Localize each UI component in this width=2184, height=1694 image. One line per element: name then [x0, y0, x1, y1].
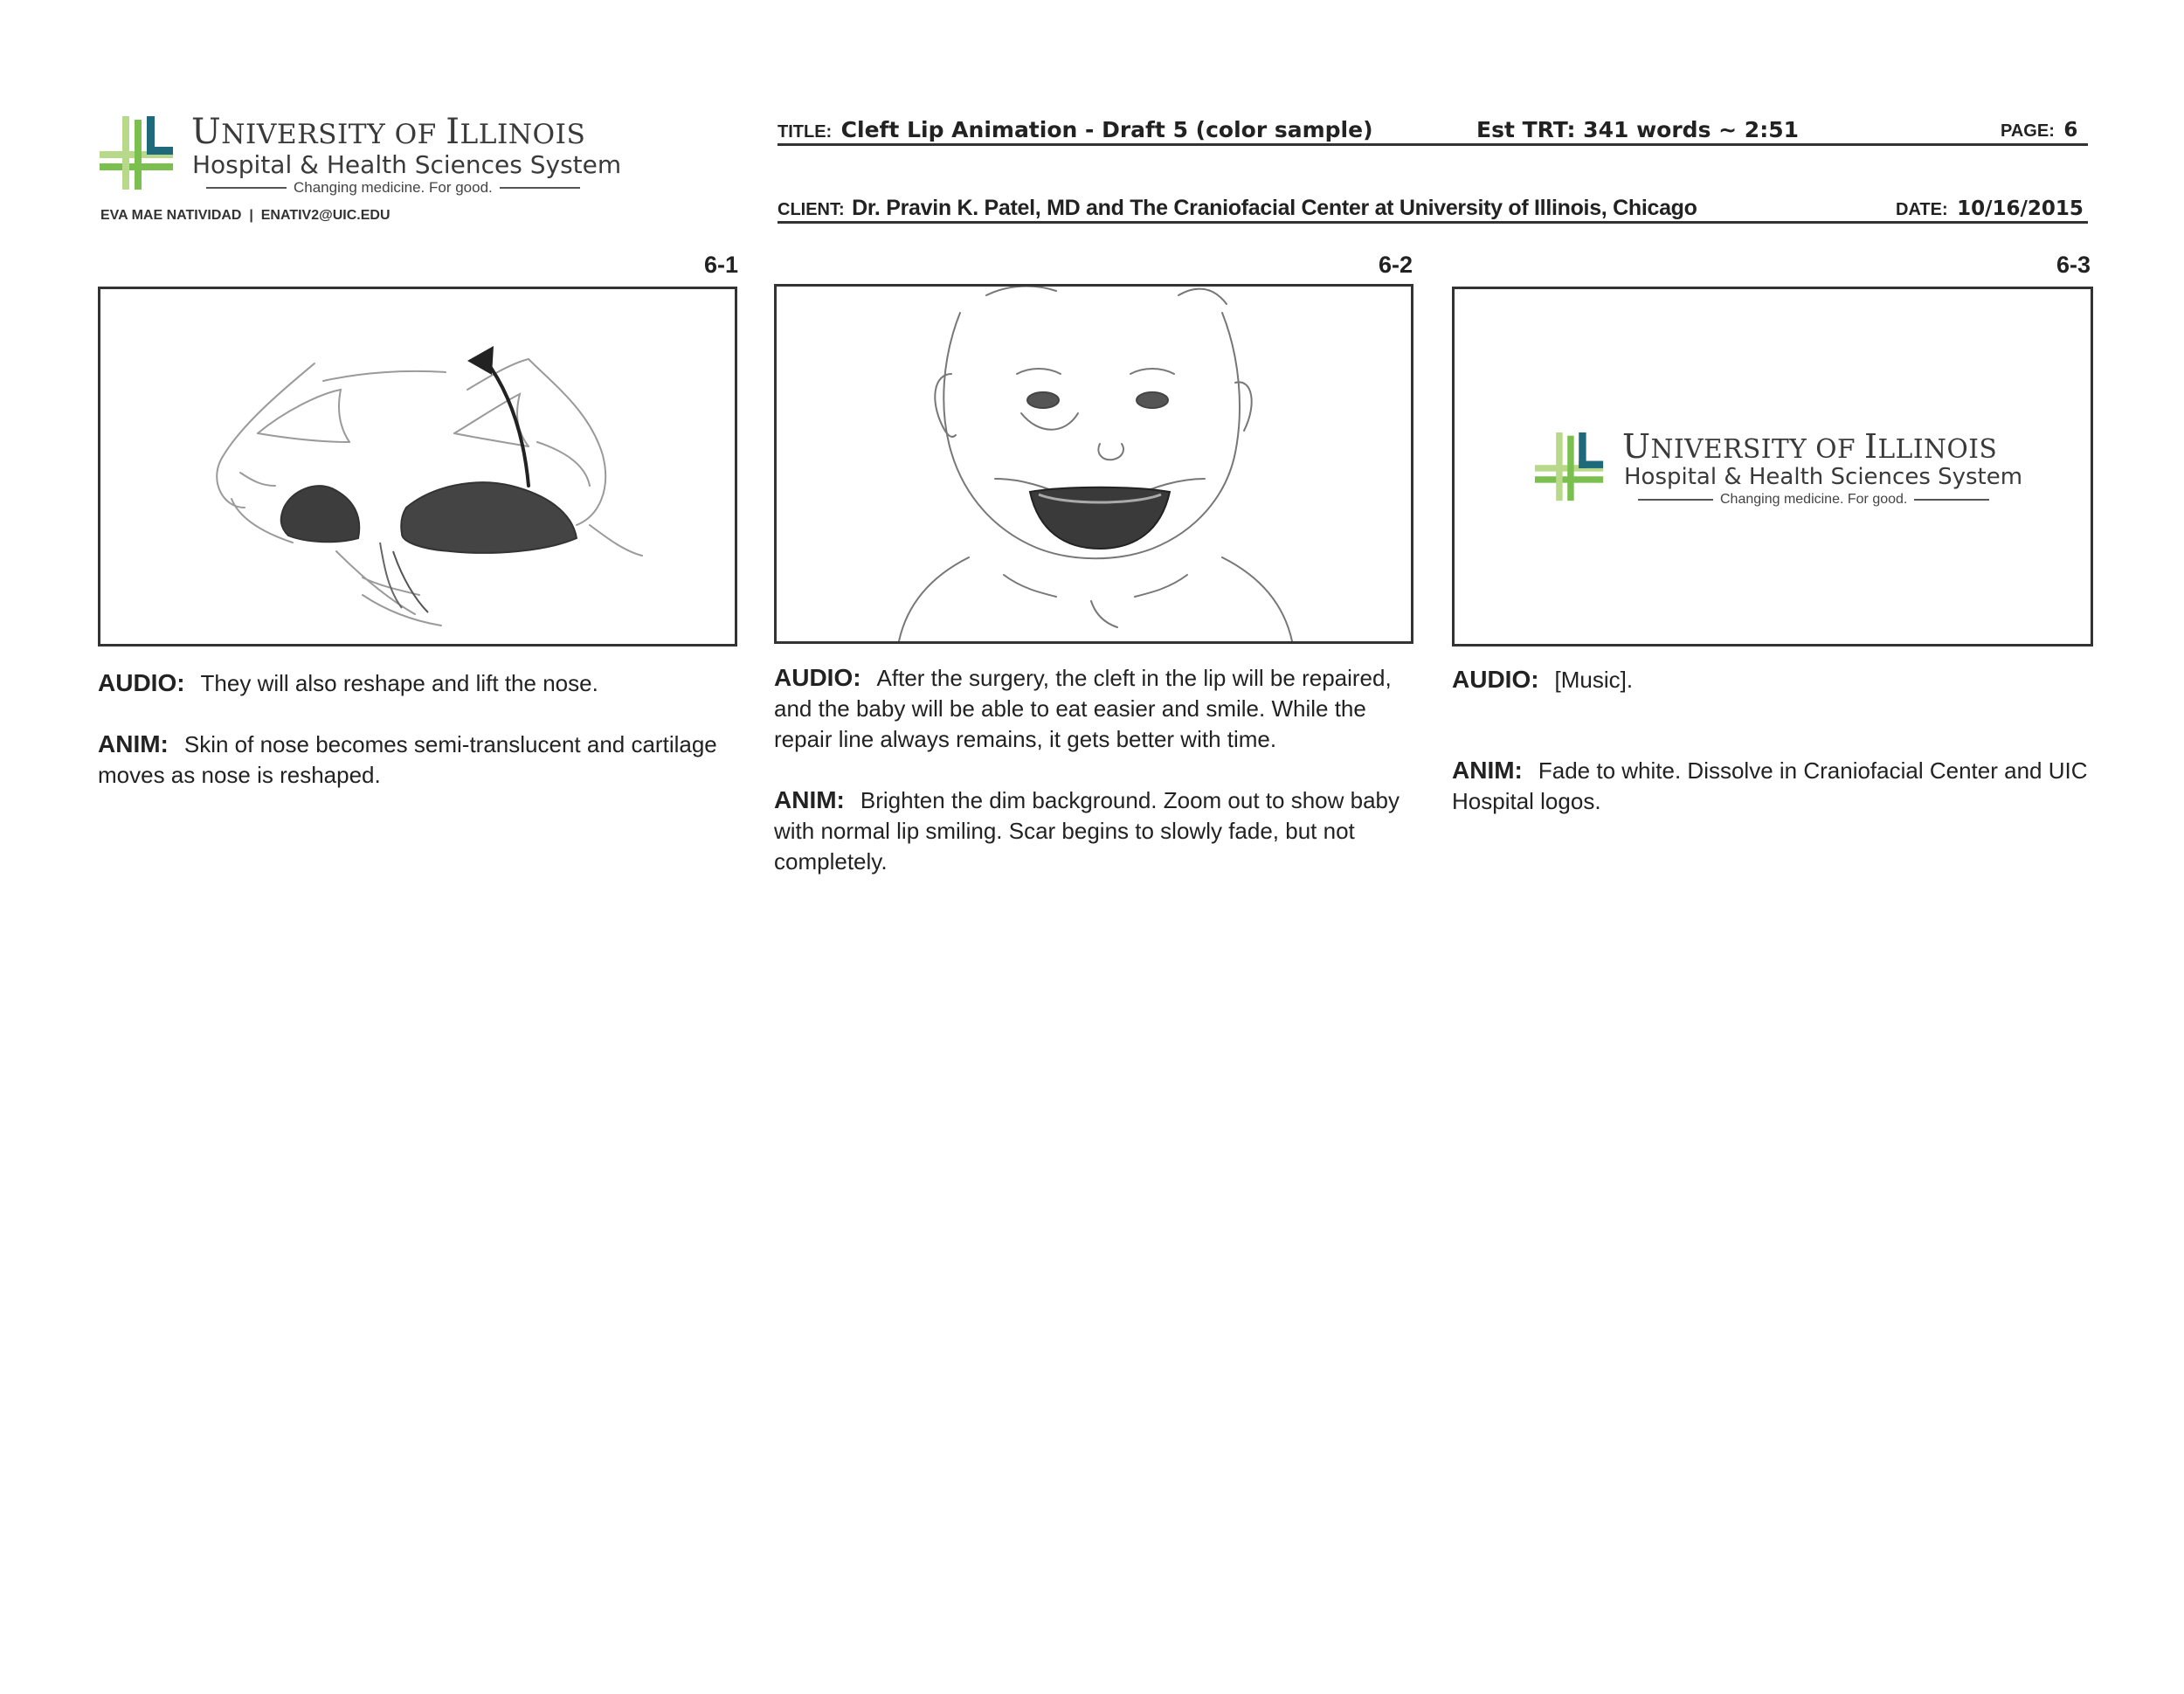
date-value: 10/16/2015 [1957, 197, 2084, 220]
date-label: DATE: [1896, 200, 1948, 219]
panel-anim-6-3 [1452, 755, 2098, 817]
nose-sketch-icon [100, 289, 735, 644]
page-label: PAGE: [2001, 121, 2055, 141]
panel-number-6-1: 6-1 [704, 252, 739, 278]
title-label: TITLE: [778, 122, 833, 142]
frame-logo [1455, 289, 2091, 644]
client-value: Dr. Pravin K. Patel, MD and The Craniofacial Center at University of Illinois, Chicago [852, 196, 1697, 220]
uic-cross-logo-icon [100, 116, 175, 191]
client-underline [778, 221, 2088, 224]
anim-label: ANIM: [1452, 757, 1523, 784]
frame-logo-tagline: Changing medicine. For good. [1638, 492, 2022, 508]
logo-title: UNIVERSITY OF ILLINOIS [191, 112, 586, 152]
tagline-rule-left [1638, 499, 1713, 501]
audio-label: AUDIO: [98, 669, 185, 696]
panel-audio-6-3 [1452, 664, 2098, 695]
frame-logo-subtitle: Hospital & Health Sciences System [1624, 464, 2023, 490]
tagline-rule-left [206, 187, 287, 189]
anim-text: Brighten the dim background. Zoom out to show baby with normal lip smiling. Scar begins to slowly fade, but not completely. [774, 787, 1400, 875]
audio-text: [Music]. [1554, 667, 1634, 693]
audio-text: They will also reshape and lift the nose. [200, 670, 598, 696]
frame-logo-title: UNIVERSITY OF ILLINOIS [1622, 427, 1998, 466]
audio-label: AUDIO: [1452, 666, 1539, 693]
audio-text: After the surgery, the cleft in the lip will be repaired, and the baby will be able to eat easier and smile. While the repair line always remains, it gets better with time. [774, 665, 1392, 752]
trt-value: Est TRT: 341 words ~ 2:51 [1476, 117, 1799, 142]
panel-number-6-2: 6-2 [1379, 252, 1413, 278]
uic-cross-logo-icon [1535, 432, 1605, 502]
panel-frame-6-2 [774, 284, 1413, 644]
smiling-baby-sketch-icon [777, 287, 1411, 641]
anim-text: Skin of nose becomes semi-translucent and cartilage moves as nose is reshaped. [98, 731, 717, 788]
page-value: 6 [2063, 119, 2078, 142]
title-value: Cleft Lip Animation - Draft 5 (color sample) [840, 117, 1373, 142]
tagline-rule-right [1914, 499, 1989, 501]
client-field [778, 196, 1697, 221]
logo-subtitle: Hospital & Health Sciences System [192, 150, 622, 179]
panel-number-6-3: 6-3 [2056, 252, 2091, 278]
client-label: CLIENT: [778, 200, 845, 219]
date-field [1896, 197, 2084, 220]
tagline-rule-right [500, 187, 580, 189]
panel-audio-6-1 [98, 667, 736, 699]
page-field [2001, 119, 2077, 142]
panel-anim-6-1 [98, 729, 736, 791]
panel-frame-6-1 [98, 287, 737, 646]
panel-anim-6-2 [774, 785, 1420, 877]
panel-audio-6-2 [774, 662, 1420, 755]
logo-tagline: Changing medicine. For good. [206, 179, 604, 197]
panel-frame-6-3 [1452, 287, 2093, 646]
author-line: EVA MAE NATIVIDAD | ENATIV2@UIC.EDU [100, 208, 390, 223]
audio-label: AUDIO: [774, 664, 861, 691]
title-underline [778, 143, 2088, 146]
anim-text: Fade to white. Dissolve in Craniofacial Center and UIC Hospital logos. [1452, 757, 2088, 814]
anim-label: ANIM: [98, 730, 169, 757]
title-field [778, 117, 1373, 142]
anim-label: ANIM: [774, 786, 845, 813]
